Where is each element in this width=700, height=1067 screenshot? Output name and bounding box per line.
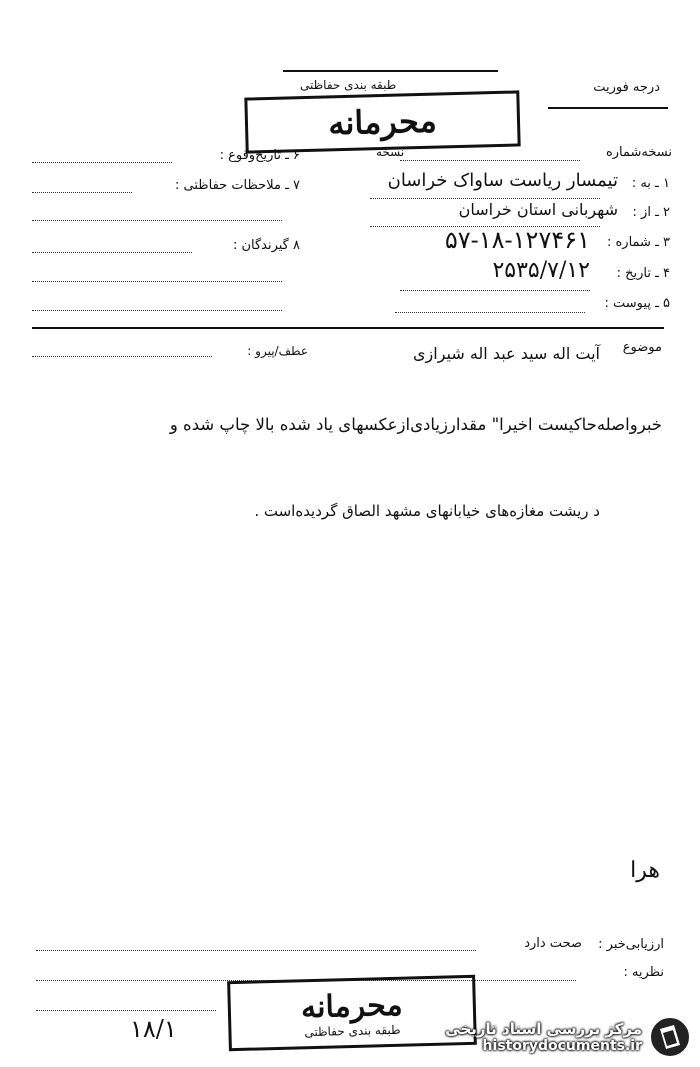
recipients-label: ۸ گیرندگان : [232,238,300,253]
to-value: تیمسار ریاست ساواک خراسان [387,170,618,191]
body-line-1: خبرواصله‌حاکیست اخیرا" مقدارزیادی‌ازعکسهای یاد شده بالا چاپ شده و [169,415,662,434]
body-line-2: د ریشت مغازه‌های خیابانهای مشهد الصاق گردیده‌است . [254,502,600,520]
from-label: ۲ ـ از : [632,205,670,220]
subject-label: موضوع [622,340,662,355]
to-label: ۱ ـ به : [631,176,670,191]
event-date-dots [32,162,172,163]
attachment-label: ۵ ـ پیوست : [604,296,670,311]
watermark-url: historydocuments.ir [482,1038,642,1054]
handwritten-number: ۱۸/۱ [130,1015,177,1043]
watermark-text [445,1020,642,1054]
to-dots [370,198,600,199]
evaluation-label: ارزیابی‌خبر : [598,937,664,952]
copy-label: نسخه [376,145,405,159]
date-dots [400,290,590,291]
reference-label: عطف/پیرو : [247,344,308,358]
event-date-label: ۶ ـ تاریخ‌وقوع : [219,148,300,163]
header-separator [32,327,664,329]
archive-logo-icon [648,1015,692,1059]
recipients-dots-1 [32,252,192,253]
copy-number-dots [400,160,580,161]
urgency-rule [548,107,668,109]
remarks-dots-2 [32,220,282,221]
initials: هرا [630,858,660,883]
date-label: ۴ ـ تاریخ : [616,266,670,281]
classification-rule [283,70,498,72]
number-label: ۳ ـ شماره : [606,235,670,250]
remarks-label: ۷ ـ ملاحظات حفاظتی : [175,178,300,193]
from-value: شهربانی استان خراسان [458,200,618,219]
number-value: ۵۷-۱۸-۱۲۷۴۶۱ [444,226,590,254]
evaluation-value: صحت دارد [524,936,582,951]
attachment-dots [395,312,585,313]
confidential-stamp-top: محرمانه [244,90,520,153]
copy-number-label: نسخه‌شماره [605,145,672,160]
subject-value: آیت اله سید عبد اله شیرازی [413,344,600,363]
evaluation-dots [36,950,476,951]
footer-dots [36,1010,216,1011]
confidential-stamp-bottom: محرمانه طبقه بندی حفاظتی [227,975,477,1051]
classification-label: طبقه بندی حفاظتی [300,78,397,92]
date-value: ۲۵۳۵/۷/۱۲ [492,258,590,283]
opinion-label: نظریه : [623,965,664,980]
reference-dots [32,356,212,357]
recipients-dots-3 [32,310,282,311]
archive-watermark [445,1015,692,1059]
remarks-dots-1 [32,192,132,193]
urgency-label: درجه فوریت [593,80,660,95]
watermark-name: مرکز بررسی اسناد تاریخی [445,1020,642,1038]
recipients-dots-2 [32,281,282,282]
